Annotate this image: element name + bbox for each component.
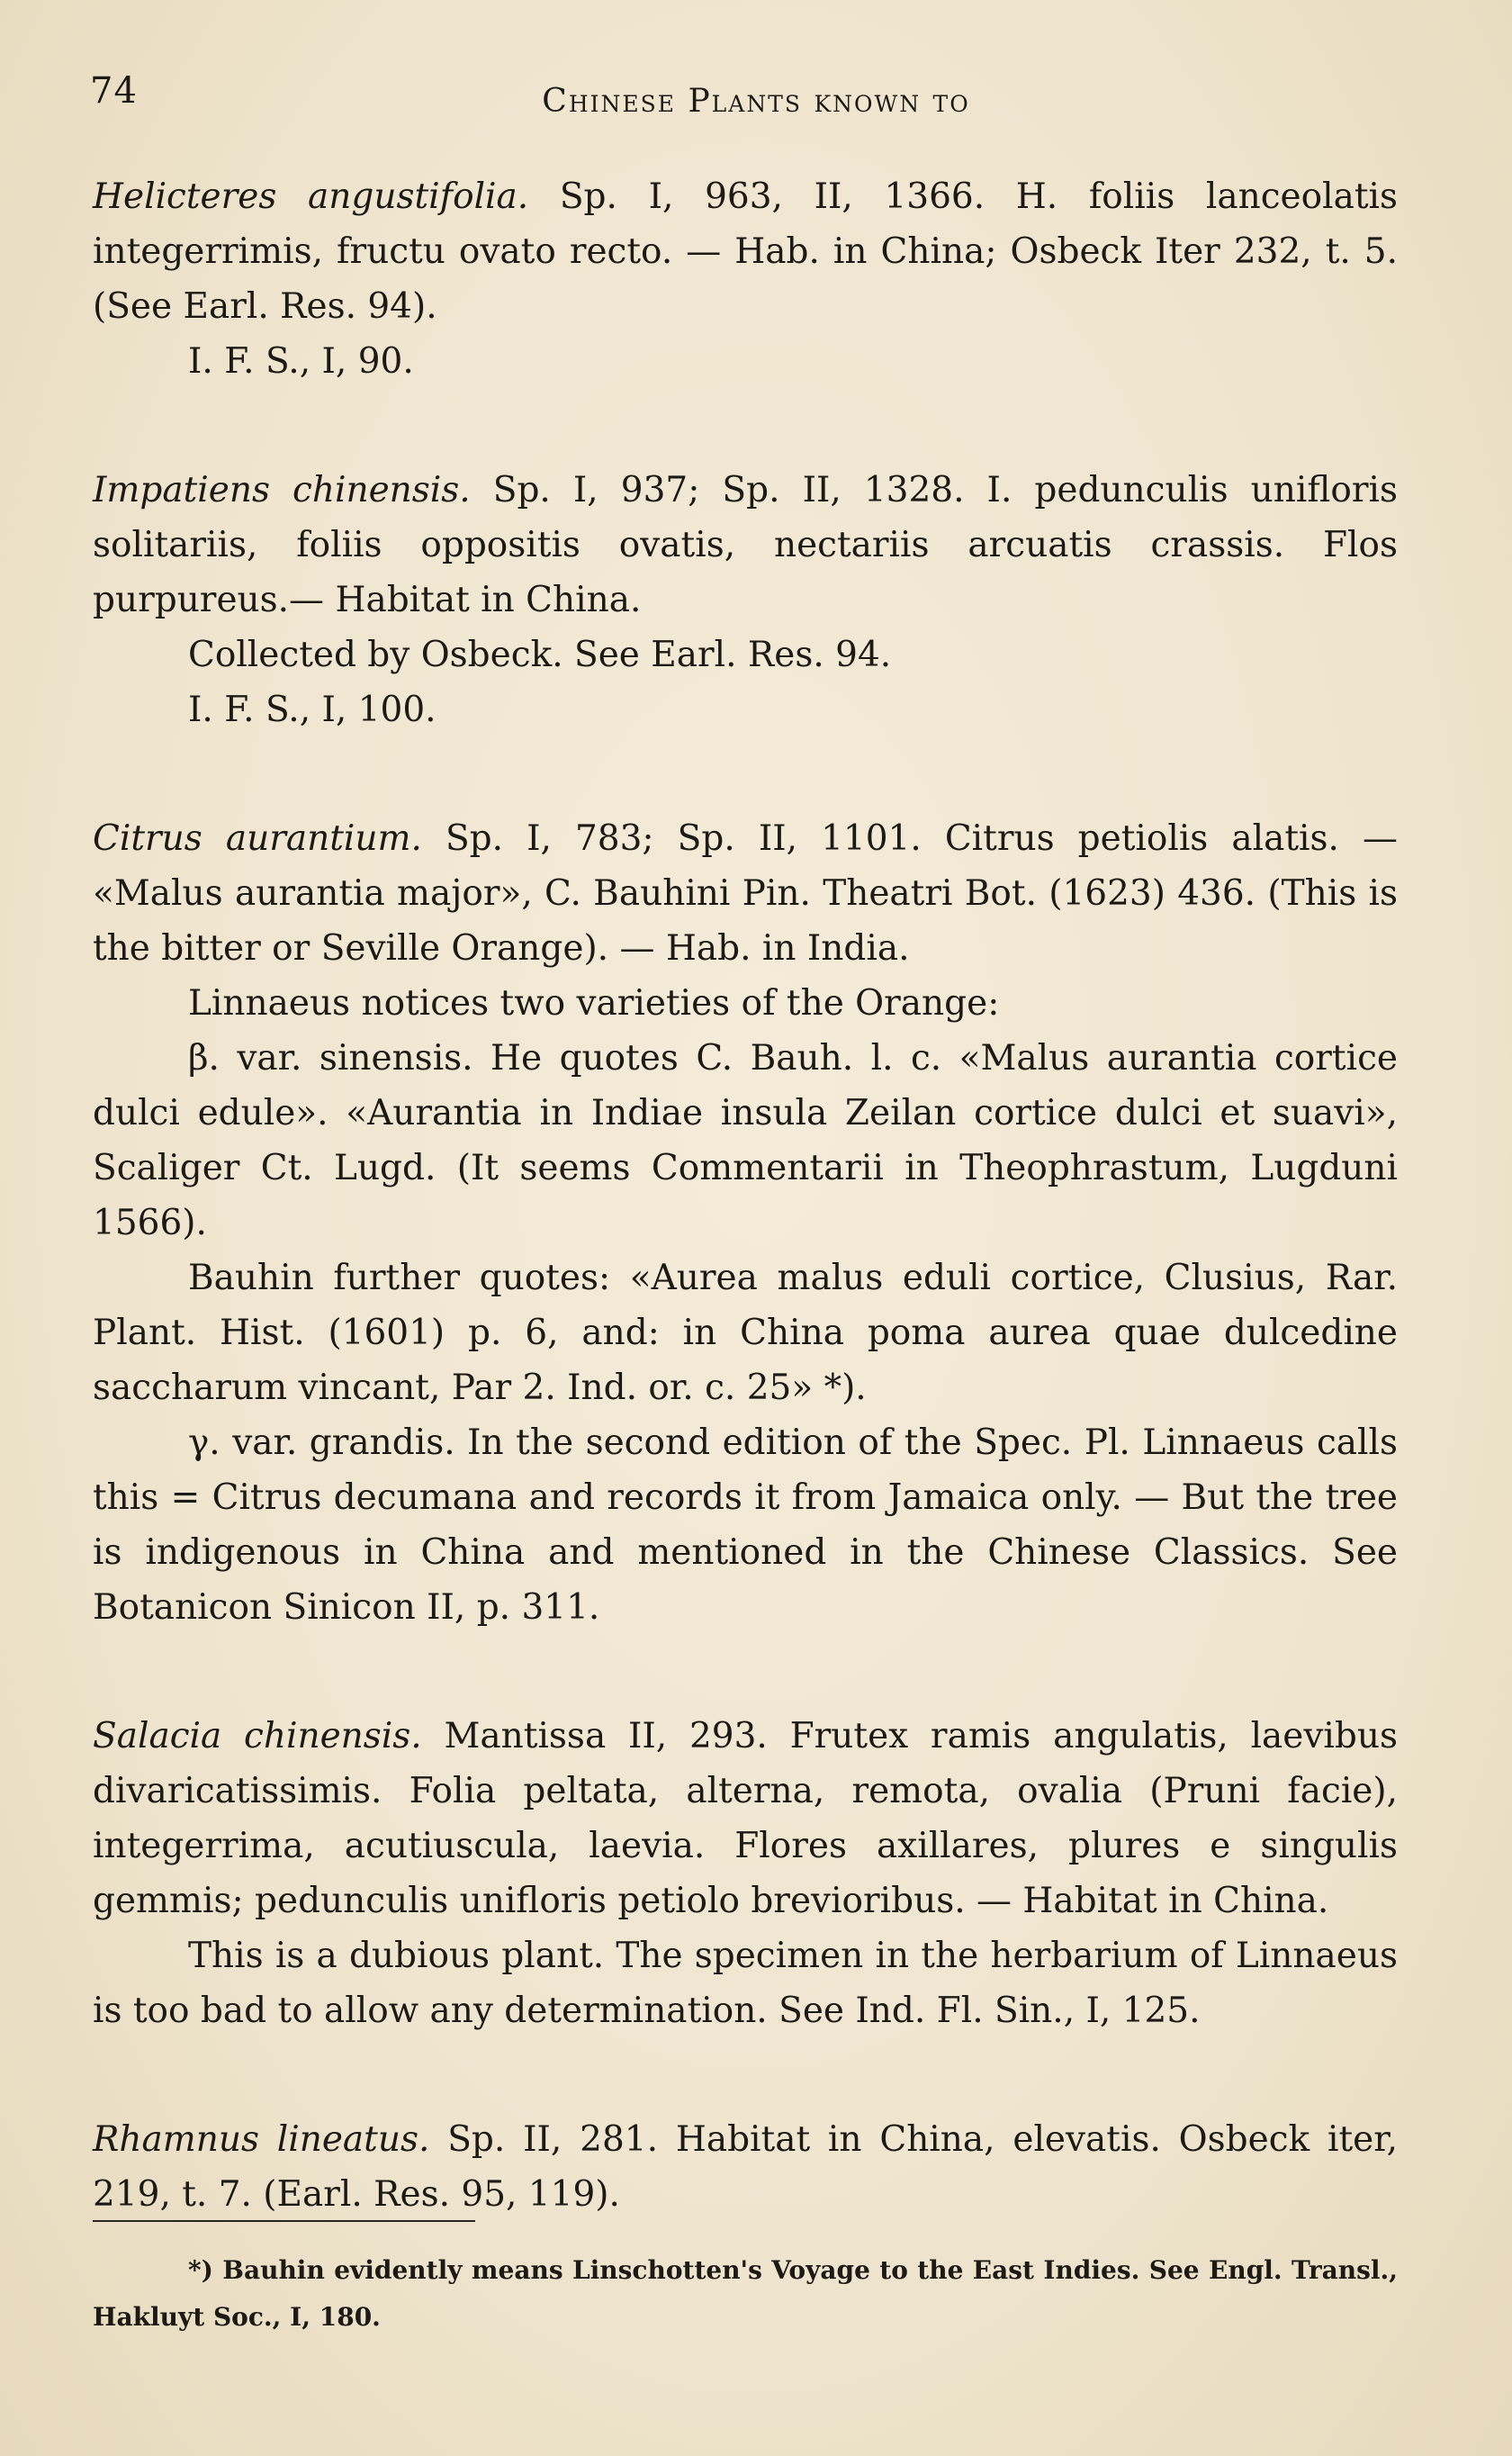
entry-text: Mantissa II, 293. Frutex ramis angulatis, laevibus divaricatissimis. Folia peltata, alterna, remota, ovalia (Pruni facie), integerrima, acutiuscula, laevia. Flores axillares, plures e singulis gemmis; pedunculis unifloris petiolo brevioribus. — Habitat in China. [93,1716,1398,1921]
species-name: Helicteres angustifolia. [93,176,529,217]
entry-text: Sp. I, 937; Sp. II, 1328. I. pedunculis unifloris solitariis, foliis oppositis ovatis, nectariis arcuatis crassis. Flos purpureus.— Habitat in China. [93,470,1398,620]
species-name: Citrus aurantium. [93,818,422,859]
entry-reference: I. F. S., I, 90. [188,341,414,382]
species-name: Impatiens chinensis. [93,470,471,510]
entry-text: Sp. I, 783; Sp. II, 1101. Citrus petiolis alatis. — «Malus aurantia major», C. Bauhini Pin. Theatri Bot. (1623) 436. (This is the bitter or Seville Orange). — Hab. in India. [93,818,1398,969]
entry-helicteres [93,169,1398,389]
entry-impatiens [93,463,1398,737]
running-head: Chinese Plants known to [542,83,970,120]
entry-paragraph [93,811,1398,976]
entry-citrus [93,811,1398,1635]
entry-variety-sinensis: β. var. sinensis. He quotes C. Bauh. l. c. «Malus aurantia cortice dulci edule». «Aurantia in Indiae insula Zeilan cortice dulci et suavi», Scaliger Ct. Lugd. (It seems Commentarii in Theophrastum, Lugduni 1566). [93,1038,1398,1243]
entry-rhamnus [93,2112,1398,2222]
species-name: Salacia chinensis. [93,1716,422,1756]
entry-variety-grandis: γ. var. grandis. In the second edition of the Spec. Pl. Linnaeus calls this = Citrus decumana and records it from Jamaica only. — But the tree is indigenous in China and mentioned in the Chinese Classics. See Botanicon Sinicon II, p. 311. [93,1422,1398,1628]
footnote: *) Bauhin evidently means Linschotten's Voyage to the East Indies. See Engl. Transl., Hakluyt Soc., I, 180. [93,2255,1398,2332]
entry-paragraph [93,2112,1398,2222]
entry-paragraph [93,463,1398,628]
footnote-rule [93,2220,475,2222]
entry-text: Sp. I, 963, II, 1366. H. foliis lanceolatis integerrimis, fructu ovato recto. — Hab. in China; Osbeck Iter 232, t. 5. (See Earl. Res. 94). [93,176,1399,327]
entry-note: Bauhin further quotes: «Aurea malus eduli cortice, Clusius, Rar. Plant. Hist. (1601) p. 6, and: in China poma aurea quae dulcedine saccharum vincant, Par 2. Ind. or. c. 25» *). [93,1258,1398,1408]
entry-paragraph [93,169,1398,334]
page-number: 74 [90,70,138,112]
entry-salacia [93,1709,1398,2038]
entry-note: Collected by Osbeck. See Earl. Res. 94. [188,635,892,675]
entry-text: Sp. II, 281. Habitat in China, elevatis. Osbeck iter, 219, t. 7. (Earl. Res. 95, 119). [93,2119,1398,2215]
entry-note: This is a dubious plant. The specimen in the herbarium of Linnaeus is too bad to allow any determination. See Ind. Fl. Sin., I, 125. [93,1936,1398,2031]
page-body [93,169,1398,2296]
entry-note: Linnaeus notices two varieties of the Orange: [188,983,1000,1024]
entry-paragraph [93,1709,1398,1928]
species-name: Rhamnus lineatus. [93,2119,430,2160]
entry-reference: I. F. S., I, 100. [188,690,436,730]
